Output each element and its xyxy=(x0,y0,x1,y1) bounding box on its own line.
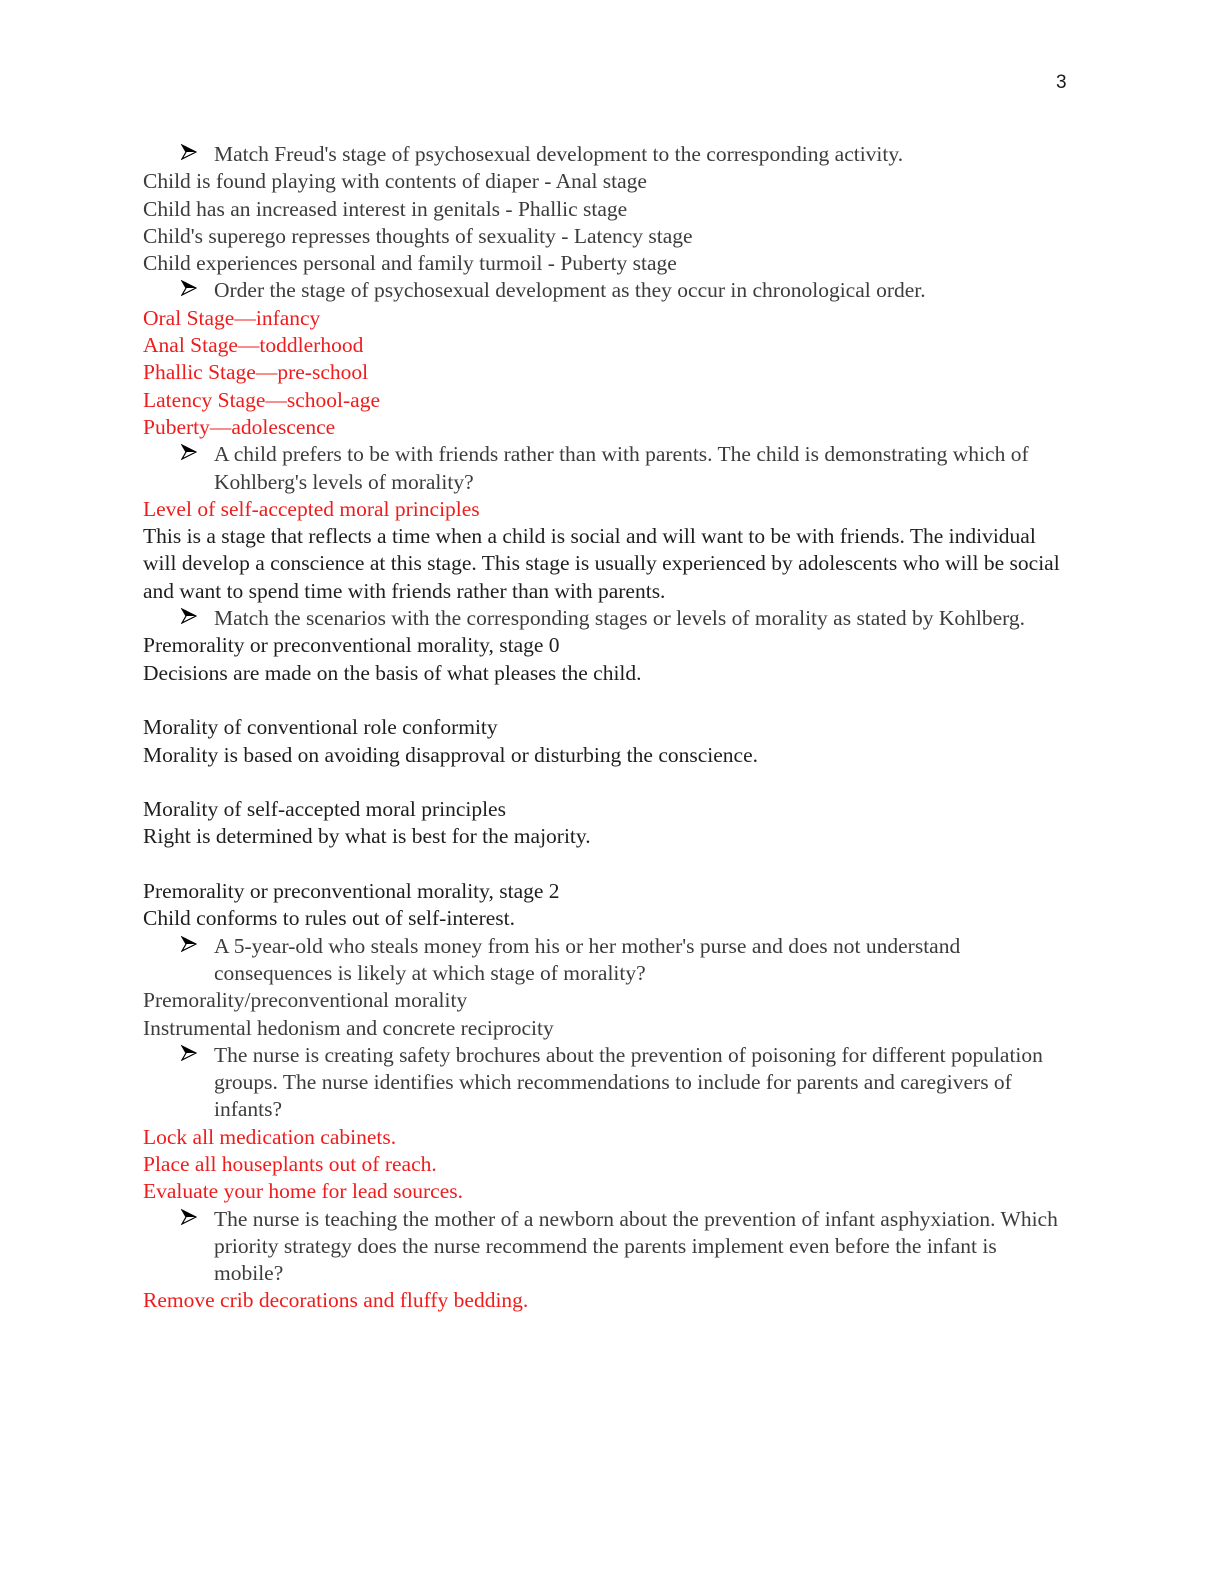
answer-line: Lock all medication cabinets. xyxy=(143,1124,397,1149)
question-freud-match xyxy=(143,141,1063,168)
stage-description: Morality is based on avoiding disapproval or disturbing the conscience. xyxy=(143,742,759,767)
stage-label: Premorality or preconventional morality, stage 0 xyxy=(143,633,560,658)
answer-line: Puberty—adolescence xyxy=(143,414,336,439)
stage-label: Morality of self-accepted moral principles xyxy=(143,797,506,822)
answer-line: Remove crib decorations and fluffy bedding. xyxy=(143,1288,529,1313)
question-kohlberg-friends xyxy=(143,441,1063,496)
document-body xyxy=(143,141,1063,1315)
arrow-bullet-icon xyxy=(181,1209,197,1225)
answer-line: Latency Stage—school-age xyxy=(143,387,381,412)
question-text: A child prefers to be with friends rather than with parents. The child is demonstrating which of Kohlberg's levels of morality? xyxy=(214,442,1029,494)
question-asphyxiation xyxy=(143,1206,1063,1288)
answer-line: Oral Stage—infancy xyxy=(143,305,321,330)
question-kohlberg-match xyxy=(143,605,1063,632)
stage-description: Decisions are made on the basis of what pleases the child. xyxy=(143,660,642,685)
answer-line: Level of self-accepted moral principles xyxy=(143,496,480,521)
answer-line: Instrumental hedonism and concrete reciprocity xyxy=(143,1015,554,1040)
question-steals-money xyxy=(143,933,1063,988)
arrow-bullet-icon xyxy=(181,1045,197,1061)
arrow-bullet-icon xyxy=(181,444,197,460)
question-freud-order xyxy=(143,277,1063,304)
answer-line: Place all houseplants out of reach. xyxy=(143,1151,437,1176)
answer-line: Child's superego represses thoughts of sexuality - Latency stage xyxy=(143,223,693,248)
stage-description: Child conforms to rules out of self-interest. xyxy=(143,906,515,931)
answer-line: Child is found playing with contents of diaper - Anal stage xyxy=(143,169,647,194)
stage-label: Morality of conventional role conformity xyxy=(143,715,498,740)
explanation-paragraph: This is a stage that reflects a time when a child is social and will want to be with friends. The individual will develop a conscience at this stage. This stage is usually experienced by adolescents who will be social and want to spend time with friends rather than with parents. xyxy=(143,524,1060,603)
answer-line: Child has an increased interest in genitals - Phallic stage xyxy=(143,196,628,221)
arrow-bullet-icon xyxy=(181,280,197,296)
answer-line: Premorality/preconventional morality xyxy=(143,988,468,1013)
answer-line: Phallic Stage—pre-school xyxy=(143,360,369,385)
answer-line: Child experiences personal and family turmoil - Puberty stage xyxy=(143,251,677,276)
stage-label: Premorality or preconventional morality, stage 2 xyxy=(143,879,560,904)
arrow-bullet-icon xyxy=(181,608,197,624)
answer-line: Anal Stage—toddlerhood xyxy=(143,333,364,358)
page-number: 3 xyxy=(1056,72,1067,93)
question-text: The nurse is teaching the mother of a newborn about the prevention of infant asphyxiation. Which priority strategy does the nurse recommend the parents implement even before the infant is mobile? xyxy=(214,1206,1058,1286)
stage-description: Right is determined by what is best for the majority. xyxy=(143,824,591,849)
question-text: A 5-year-old who steals money from his or her mother's purse and does not understand consequences is likely at which stage of morality? xyxy=(214,933,961,985)
arrow-bullet-icon xyxy=(181,144,197,160)
question-text: The nurse is creating safety brochures about the prevention of poisoning for different population groups. The nurse identifies which recommendations to include for parents and caregivers of infants? xyxy=(214,1042,1043,1122)
question-poisoning-brochure xyxy=(143,1042,1063,1124)
arrow-bullet-icon xyxy=(181,936,197,952)
question-text: Match Freud's stage of psychosexual development to the corresponding activity. xyxy=(214,142,904,166)
question-text: Order the stage of psychosexual development as they occur in chronological order. xyxy=(214,278,926,303)
answer-line: Evaluate your home for lead sources. xyxy=(143,1179,463,1204)
question-text: Match the scenarios with the corresponding stages or levels of morality as stated by Kohlberg. xyxy=(214,606,1026,631)
